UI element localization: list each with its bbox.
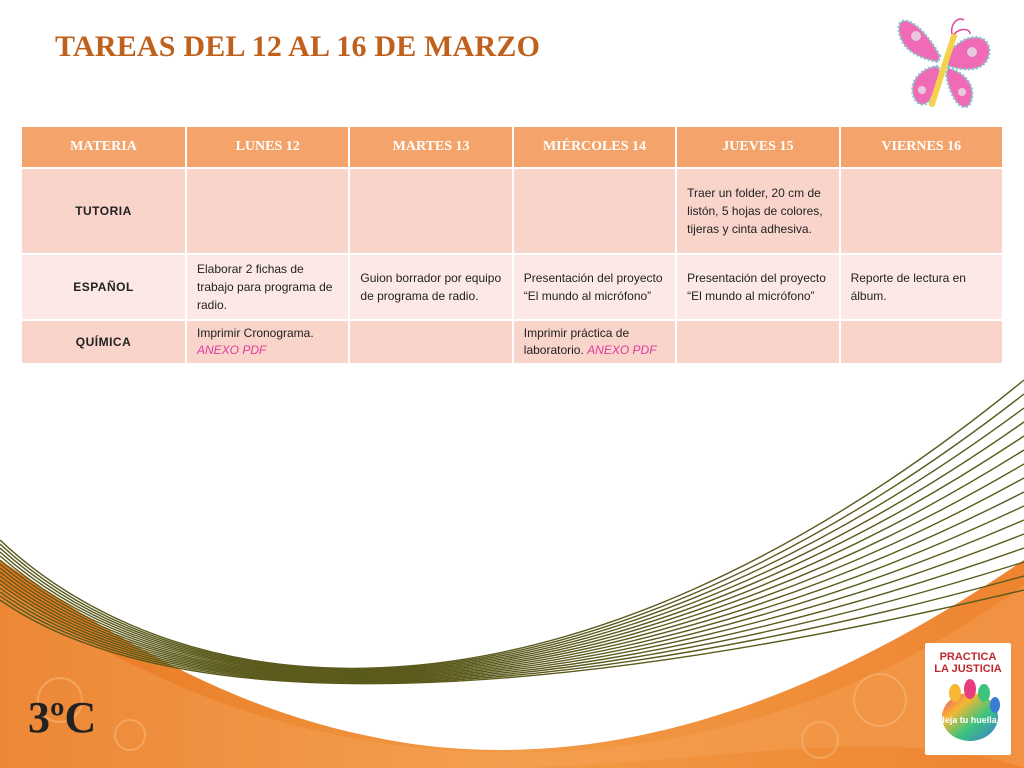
task-cell: Traer un folder, 20 cm de listón, 5 hojas de colores, tijeras y cinta adhesiva. bbox=[676, 168, 839, 254]
task-cell bbox=[349, 168, 512, 254]
task-cell bbox=[840, 168, 1003, 254]
task-text: Imprimir Cronograma. bbox=[197, 326, 314, 340]
task-cell bbox=[186, 320, 349, 364]
practica-la-justicia-logo bbox=[925, 643, 1011, 755]
header-viernes: VIERNES 16 bbox=[840, 126, 1003, 168]
task-text: Imprimir práctica de laboratorio. bbox=[523, 326, 630, 357]
subject-cell: TUTORIA bbox=[21, 168, 186, 254]
subject-cell: ESPAÑOL bbox=[21, 254, 186, 320]
task-cell: Presentación del proyecto “El mundo al micrófono” bbox=[676, 254, 839, 320]
logo-subtitle: deja tu huella bbox=[939, 715, 997, 725]
header-miercoles: MIÉRCOLES 14 bbox=[513, 126, 676, 168]
annex-pdf-link[interactable]: ANEXO PDF bbox=[587, 343, 657, 357]
header-jueves: JUEVES 15 bbox=[676, 126, 839, 168]
wave-line bbox=[0, 408, 1024, 670]
logo-title-line2: LA JUSTICIA bbox=[934, 663, 1002, 675]
page-title: TAREAS DEL 12 AL 16 DE MARZO bbox=[55, 30, 541, 63]
subject-cell: QUÍMICA bbox=[21, 320, 186, 364]
header-martes: MARTES 13 bbox=[349, 126, 512, 168]
header-lunes: LUNES 12 bbox=[186, 126, 349, 168]
task-cell: Guion borrador por equipo de programa de radio. bbox=[349, 254, 512, 320]
task-cell bbox=[513, 320, 676, 364]
table-row bbox=[21, 254, 1003, 320]
task-cell bbox=[513, 168, 676, 254]
task-cell: Reporte de lectura en álbum. bbox=[840, 254, 1003, 320]
homework-table bbox=[20, 125, 1004, 365]
table-row bbox=[21, 168, 1003, 254]
task-cell: Elaborar 2 fichas de trabajo para programa de radio. bbox=[186, 254, 349, 320]
wave-line bbox=[0, 380, 1024, 668]
task-cell bbox=[840, 320, 1003, 364]
wave-line bbox=[0, 394, 1024, 669]
task-cell bbox=[676, 320, 839, 364]
header-materia: MATERIA bbox=[21, 126, 186, 168]
annex-pdf-link[interactable]: ANEXO PDF bbox=[197, 343, 267, 357]
handprint-icon bbox=[925, 643, 1011, 755]
table-header-row bbox=[21, 126, 1003, 168]
grade-label: 3ºC bbox=[28, 693, 97, 742]
task-cell: Presentación del proyecto “El mundo al micrófono” bbox=[513, 254, 676, 320]
table-row bbox=[21, 320, 1003, 364]
wave-line bbox=[0, 464, 1024, 674]
logo-title-line1: PRACTICA bbox=[939, 651, 997, 663]
task-cell bbox=[186, 168, 349, 254]
task-cell bbox=[349, 320, 512, 364]
butterfly-icon bbox=[888, 6, 998, 118]
